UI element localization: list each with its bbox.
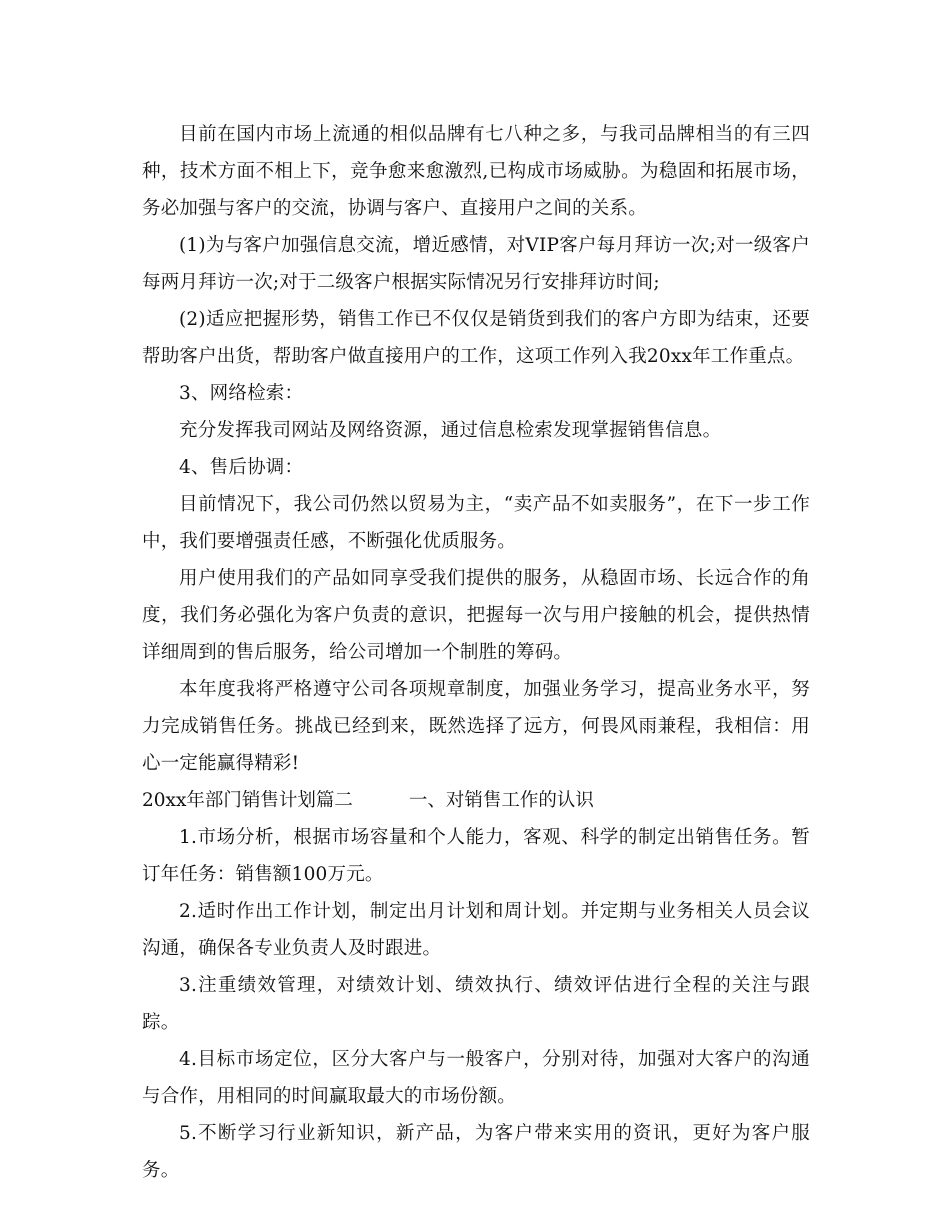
section-title: 20xx年部门销售计划篇二 [142,790,353,811]
paragraph-item-2: 2.适时作出工作计划，制定出月计划和周计划。并定期与业务相关人员会议沟通，确保各专业负责人及时跟进。 [142,901,810,959]
paragraph-item-5: 5.不断学习行业新知识，新产品，为客户带来实用的资讯，更好为客户服务。 [142,1123,810,1181]
paragraph-item-4: 4.目标市场定位，区分大客户与一般客户，分别对待，加强对大客户的沟通与合作，用相同的时间赢取最大的市场份额。 [142,1049,810,1107]
paragraph-service-focus: 目前情况下，我公司仍然以贸易为主，“卖产品不如卖服务”，在下一步工作中，我们要增强责任感，不断强化优质服务。 [142,494,810,552]
heading-after-sales: 4、售后协调： [179,457,304,478]
paragraph-network-resources: 充分发挥我司网站及网络资源，通过信息检索发现掌握销售信息。 [179,420,722,441]
paragraph-customer-responsibility: 用户使用我们的产品如同享受我们提供的服务，从稳固市场、长远合作的角度，我们务必强化为客户负责的意识，把握每一次与用户接触的机会，提供热情详细周到的售后服务，给公司增加一个制胜的筹码。 [142,568,810,663]
section-subtitle: 一、对销售工作的认识 [408,790,594,811]
paragraph-item-3: 3.注重绩效管理，对绩效计划、绩效执行、绩效评估进行全程的关注与跟踪。 [142,975,810,1033]
section-heading [142,782,810,819]
paragraph-annual-commitment: 本年度我将严格遵守公司各项规章制度，加强业务学习，提高业务水平，努力完成销售任务。挑战已经到来，既然选择了远方，何畏风雨兼程，我相信：用心一定能赢得精彩! [142,679,810,774]
paragraph-item-1: 1.市场分析，根据市场容量和个人能力，客观、科学的制定出销售任务。暂订年任务：销售额100万元。 [142,827,810,885]
heading-network-search: 3、网络检索： [179,383,304,404]
paragraph-adapt-situation: (2)适应把握形势，销售工作已不仅仅是销货到我们的客户方即为结束，还要帮助客户出货，帮助客户做直接用户的工作，这项工作列入我20xx年工作重点。 [142,309,810,367]
paragraph-visit-schedule: (1)为与客户加强信息交流，增近感情，对VIP客户每月拜访一次;对一级客户每两月拜访一次;对于二级客户根据实际情况另行安排拜访时间; [142,235,810,293]
paragraph-market-competition: 目前在国内市场上流通的相似品牌有七八种之多，与我司品牌相当的有三四种，技术方面不相上下，竞争愈来愈激烈,已构成市场威胁。为稳固和拓展市场，务必加强与客户的交流，协调与客户、直接用户之间的关系。 [142,124,810,219]
document-body [142,116,810,1189]
